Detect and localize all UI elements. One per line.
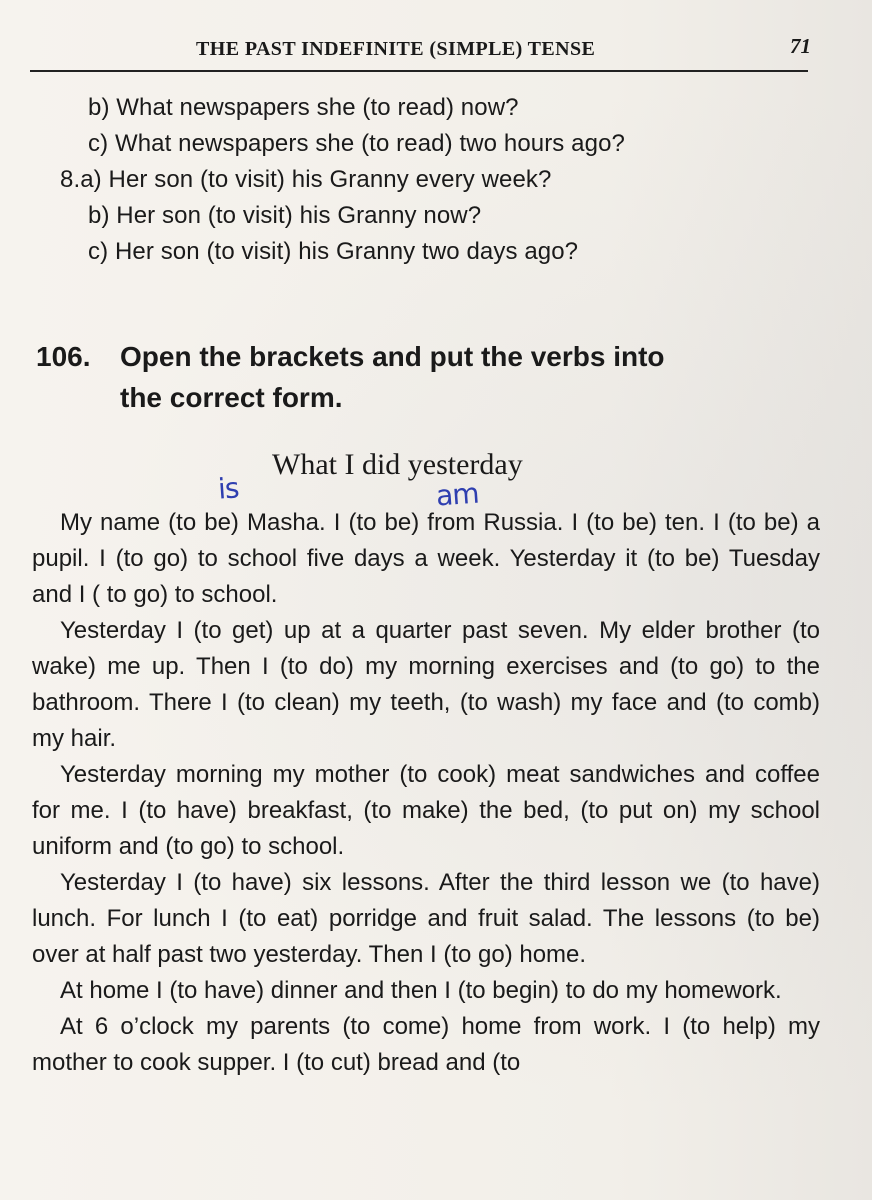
question-b: b) What newspapers she (to read) now? bbox=[88, 94, 519, 121]
exercise-instruction-line2: the correct form. bbox=[120, 382, 343, 413]
story-paragraph-5: At home I (to have) dinner and then I (to begin) to do my homework. bbox=[60, 977, 782, 1004]
story-paragraph-3: Yesterday morning my mother (to cook) meat sandwiches and coffee for me. I (to have) breakfast, (to make) the bed, (to put on) my school uniform and (to go) to school. bbox=[32, 761, 820, 860]
exercise-number: 106. bbox=[36, 341, 91, 372]
story-paragraph-2: Yesterday I (to get) up at a quarter past seven. My elder brother (to wake) me up. Then I (to do) my morning exercises and (to go) to the bathroom. There I (to clean) my teeth, (to wash) my face and (to comb) my hair. bbox=[32, 617, 820, 752]
header-rule bbox=[30, 70, 808, 72]
question-8a: 8.a) Her son (to visit) his Granny every week? bbox=[60, 166, 552, 193]
running-title: THE PAST INDEFINITE (SIMPLE) TENSE bbox=[196, 38, 596, 60]
question-8c: c) Her son (to visit) his Granny two days ago? bbox=[88, 238, 579, 265]
handwritten-note-is: is bbox=[216, 471, 240, 506]
exercise-instruction-line1: Open the brackets and put the verbs into bbox=[120, 341, 665, 372]
story-body bbox=[32, 505, 820, 1081]
question-c: c) What newspapers she (to read) two hours ago? bbox=[88, 130, 625, 157]
handwritten-note-am: am bbox=[434, 476, 480, 513]
question-8b: b) Her son (to visit) his Granny now? bbox=[88, 202, 482, 229]
exercise-heading bbox=[36, 336, 665, 418]
story-paragraph-4: Yesterday I (to have) six lessons. After the third lesson we (to have) lunch. For lunch I (to eat) porridge and fruit salad. The lessons (to be) over at half past two yesterday. Then I (to go) home. bbox=[32, 869, 820, 968]
story-paragraph-1: My name (to be) Masha. I (to be) from Russia. I (to be) ten. I (to be) a pupil. I (to go) to school five days a week. Yesterday it (to be) Tuesday and I ( to go) to school. bbox=[32, 509, 820, 608]
story-title: What I did yesterday bbox=[272, 448, 523, 481]
page-number: 71 bbox=[790, 34, 811, 58]
story-paragraph-6: At 6 o’clock my parents (to come) home from work. I (to help) my mother to cook supper. I (to cut) bread and (to bbox=[32, 1013, 820, 1076]
